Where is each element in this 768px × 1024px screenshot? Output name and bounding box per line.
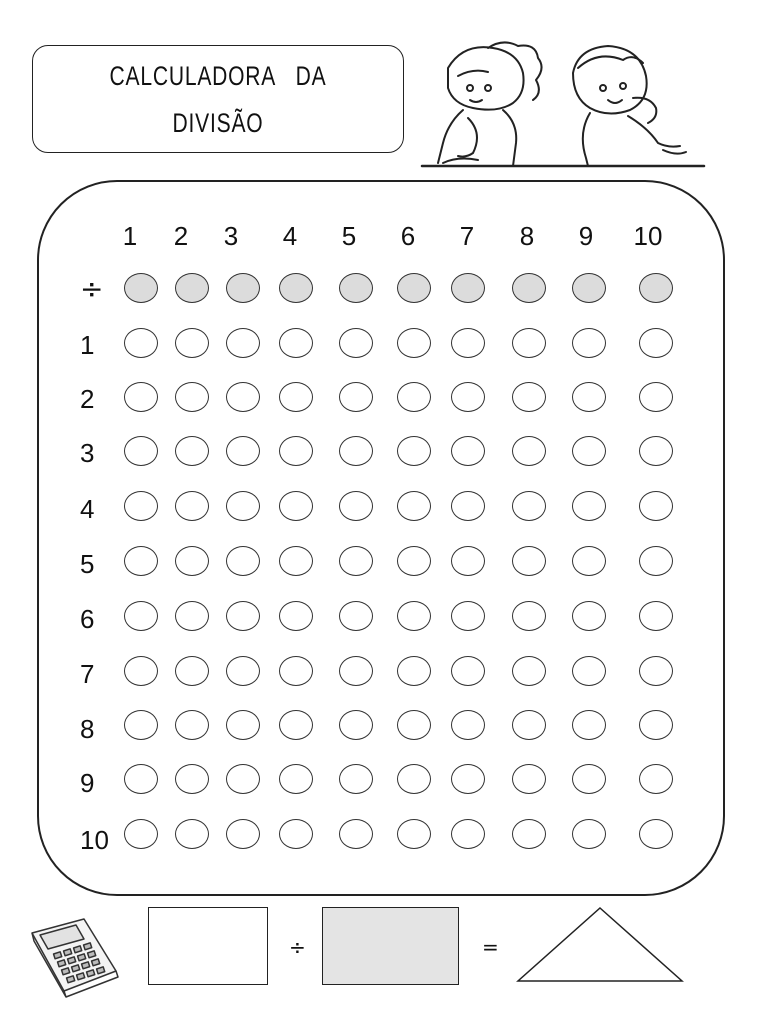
answer-circle[interactable] — [639, 764, 673, 794]
divisor-header-circle[interactable] — [451, 273, 485, 303]
answer-circle[interactable] — [451, 710, 485, 740]
answer-circle[interactable] — [512, 710, 546, 740]
row-label: 5 — [80, 549, 95, 579]
row-label: 2 — [80, 384, 95, 414]
column-header: 7 — [459, 221, 475, 251]
answer-circle[interactable] — [572, 436, 606, 466]
divisor-box[interactable] — [322, 907, 459, 985]
answer-circle[interactable] — [279, 764, 313, 794]
answer-circle[interactable] — [175, 546, 209, 576]
answer-circle[interactable] — [124, 819, 158, 849]
answer-circle[interactable] — [175, 436, 209, 466]
answer-circle[interactable] — [279, 328, 313, 358]
answer-circle[interactable] — [339, 819, 373, 849]
answer-circle[interactable] — [512, 436, 546, 466]
column-header: 5 — [341, 221, 357, 251]
answer-circle[interactable] — [124, 710, 158, 740]
answer-circle[interactable] — [124, 656, 158, 686]
answer-circle[interactable] — [339, 656, 373, 686]
column-header: 4 — [282, 221, 298, 251]
answer-circle[interactable] — [512, 764, 546, 794]
answer-circle[interactable] — [639, 436, 673, 466]
answer-circle[interactable] — [397, 436, 431, 466]
row-label: 7 — [80, 659, 95, 689]
answer-circle[interactable] — [451, 656, 485, 686]
answer-circle[interactable] — [124, 328, 158, 358]
answer-circle[interactable] — [451, 764, 485, 794]
column-header: 3 — [223, 221, 239, 251]
answer-circle[interactable] — [279, 819, 313, 849]
answer-circle[interactable] — [226, 656, 260, 686]
column-header: 2 — [173, 221, 189, 251]
answer-circle[interactable] — [397, 546, 431, 576]
answer-circle[interactable] — [397, 382, 431, 412]
equation-equals-symbol: = — [482, 935, 499, 959]
answer-circle[interactable] — [572, 328, 606, 358]
answer-circle[interactable] — [572, 710, 606, 740]
answer-circle[interactable] — [175, 819, 209, 849]
answer-circle[interactable] — [175, 764, 209, 794]
answer-circle[interactable] — [339, 328, 373, 358]
row-label: 10 — [80, 825, 109, 855]
answer-circle[interactable] — [339, 382, 373, 412]
answer-circle[interactable] — [175, 656, 209, 686]
column-header: 10 — [633, 221, 663, 251]
answer-circle[interactable] — [572, 764, 606, 794]
divisor-header-circle[interactable] — [175, 273, 209, 303]
equation-divide-symbol: ÷ — [289, 935, 306, 959]
answer-circle[interactable] — [451, 546, 485, 576]
title-line-1: CALCULADORA DA — [109, 61, 327, 91]
answer-circle[interactable] — [226, 601, 260, 631]
row-label: 1 — [80, 330, 95, 360]
answer-circle[interactable] — [572, 656, 606, 686]
answer-circle[interactable] — [226, 328, 260, 358]
answer-circle[interactable] — [279, 436, 313, 466]
answer-circle[interactable] — [279, 546, 313, 576]
answer-circle[interactable] — [512, 656, 546, 686]
answer-circle[interactable] — [451, 819, 485, 849]
divisor-header-circle[interactable] — [124, 273, 158, 303]
answer-circle[interactable] — [639, 491, 673, 521]
answer-circle[interactable] — [279, 601, 313, 631]
quotient-triangle[interactable] — [515, 905, 685, 985]
answer-circle[interactable] — [226, 382, 260, 412]
answer-circle[interactable] — [397, 764, 431, 794]
answer-circle[interactable] — [339, 491, 373, 521]
answer-circle[interactable] — [124, 546, 158, 576]
answer-circle[interactable] — [339, 710, 373, 740]
answer-circle[interactable] — [397, 656, 431, 686]
column-header: 6 — [400, 221, 416, 251]
answer-circle[interactable] — [175, 601, 209, 631]
column-header: 8 — [519, 221, 535, 251]
divisor-header-circle[interactable] — [639, 273, 673, 303]
answer-circle[interactable] — [397, 710, 431, 740]
answer-circle[interactable] — [451, 601, 485, 631]
answer-circle[interactable] — [226, 764, 260, 794]
answer-circle[interactable] — [572, 601, 606, 631]
answer-circle[interactable] — [226, 436, 260, 466]
answer-circle[interactable] — [175, 328, 209, 358]
dividend-box[interactable] — [148, 907, 268, 985]
answer-circle[interactable] — [124, 601, 158, 631]
answer-circle[interactable] — [512, 328, 546, 358]
answer-circle[interactable] — [512, 382, 546, 412]
row-label: 4 — [80, 494, 95, 524]
divisor-header-circle[interactable] — [512, 273, 546, 303]
answer-circle[interactable] — [572, 819, 606, 849]
answer-circle[interactable] — [124, 491, 158, 521]
answer-circle[interactable] — [226, 491, 260, 521]
answer-circle[interactable] — [639, 819, 673, 849]
answer-circle[interactable] — [339, 546, 373, 576]
answer-circle[interactable] — [572, 546, 606, 576]
answer-circle[interactable] — [451, 436, 485, 466]
answer-circle[interactable] — [397, 819, 431, 849]
answer-circle[interactable] — [397, 601, 431, 631]
title-line-2: DIVISÃO — [172, 108, 264, 138]
answer-circle[interactable] — [397, 328, 431, 358]
answer-circle[interactable] — [226, 546, 260, 576]
answer-circle[interactable] — [279, 710, 313, 740]
divide-symbol: ÷ — [80, 272, 104, 305]
answer-circle[interactable] — [279, 382, 313, 412]
title-box — [32, 45, 404, 153]
divisor-header-circle[interactable] — [572, 273, 606, 303]
answer-circle[interactable] — [339, 436, 373, 466]
row-label: 8 — [80, 714, 95, 744]
answer-circle[interactable] — [226, 819, 260, 849]
answer-circle[interactable] — [124, 764, 158, 794]
answer-circle[interactable] — [451, 328, 485, 358]
answer-circle[interactable] — [279, 491, 313, 521]
answer-circle[interactable] — [397, 491, 431, 521]
answer-circle[interactable] — [279, 656, 313, 686]
answer-circle[interactable] — [339, 601, 373, 631]
divisor-header-circle[interactable] — [279, 273, 313, 303]
answer-circle[interactable] — [572, 382, 606, 412]
divisor-header-circle[interactable] — [339, 273, 373, 303]
answer-circle[interactable] — [512, 601, 546, 631]
answer-circle[interactable] — [124, 382, 158, 412]
row-label: 9 — [80, 768, 95, 798]
divisor-header-circle[interactable] — [226, 273, 260, 303]
answer-circle[interactable] — [512, 819, 546, 849]
answer-circle[interactable] — [512, 546, 546, 576]
answer-circle[interactable] — [572, 491, 606, 521]
answer-circle[interactable] — [175, 710, 209, 740]
answer-circle[interactable] — [339, 764, 373, 794]
answer-circle[interactable] — [639, 546, 673, 576]
answer-circle[interactable] — [512, 491, 546, 521]
answer-circle[interactable] — [451, 382, 485, 412]
row-label: 3 — [80, 438, 95, 468]
kids-illustration-icon — [418, 38, 708, 170]
divisor-header-circle[interactable] — [397, 273, 431, 303]
answer-circle[interactable] — [639, 601, 673, 631]
answer-circle[interactable] — [639, 382, 673, 412]
column-header: 1 — [122, 221, 138, 251]
answer-circle[interactable] — [124, 436, 158, 466]
answer-circle[interactable] — [639, 710, 673, 740]
answer-circle[interactable] — [451, 491, 485, 521]
answer-circle[interactable] — [226, 710, 260, 740]
row-label: 6 — [80, 604, 95, 634]
answer-circle[interactable] — [175, 382, 209, 412]
answer-circle[interactable] — [639, 656, 673, 686]
column-header: 9 — [578, 221, 594, 251]
answer-circle[interactable] — [175, 491, 209, 521]
calculator-icon — [24, 913, 120, 999]
answer-circle[interactable] — [639, 328, 673, 358]
